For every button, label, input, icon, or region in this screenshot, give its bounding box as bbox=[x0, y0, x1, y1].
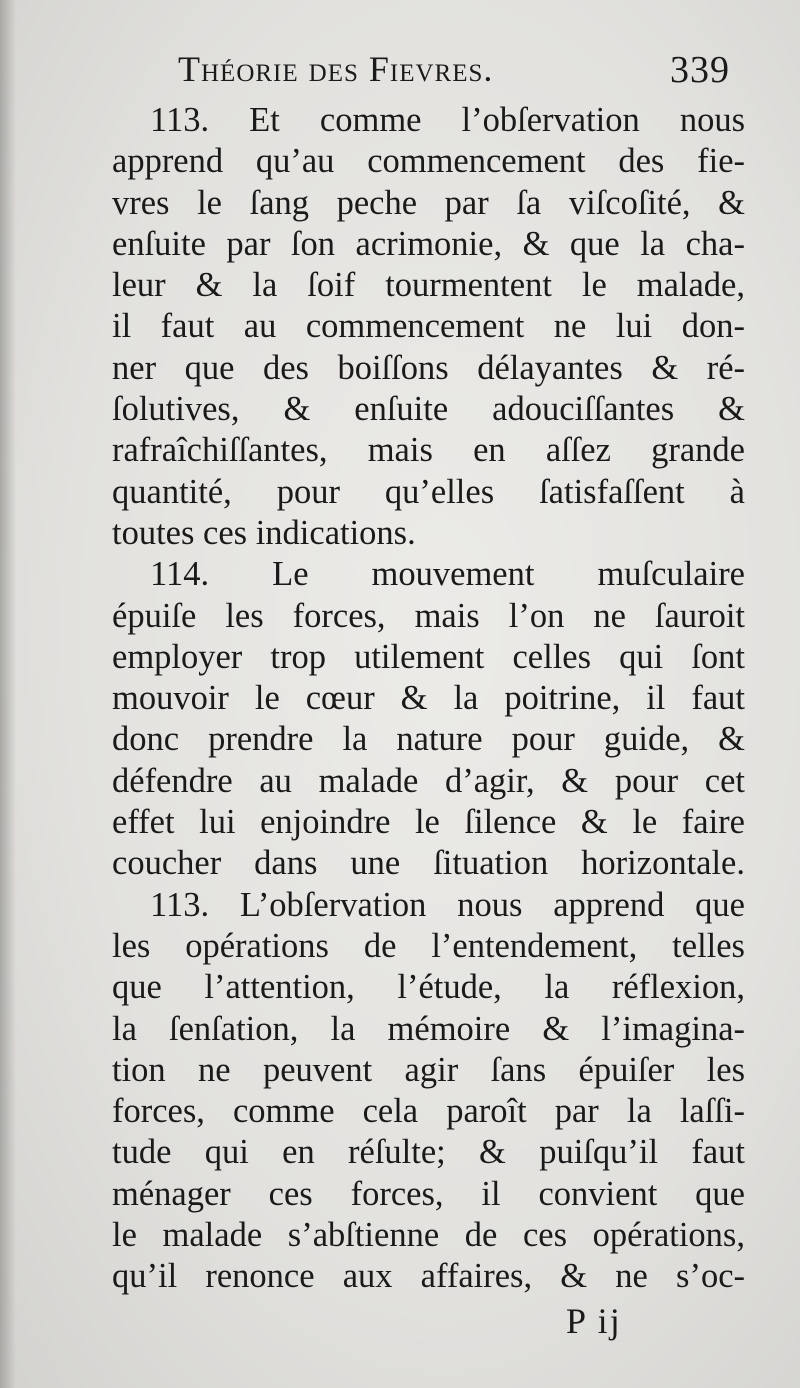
text-line: employer trop utilement celles qui ſont bbox=[112, 637, 745, 676]
text-line: ner que des boiſſons délayantes & ré- bbox=[112, 348, 745, 387]
text-line: les opérations de l’entendement, telles bbox=[112, 926, 745, 965]
page-number: 339 bbox=[670, 49, 730, 91]
text-line: tion ne peuvent agir ſans épuiſer les bbox=[112, 1050, 745, 1089]
text-line: épuiſe les forces, mais l’on ne ſauroit bbox=[112, 596, 745, 635]
text-line: coucher dans une ſituation horizontale. bbox=[112, 844, 745, 883]
text-line: mouvoir le cœur & la poitrine, il faut bbox=[112, 679, 745, 718]
text-line: ſolutives, & enſuite adouciſſantes & bbox=[112, 390, 745, 429]
text-line: la ſenſation, la mémoire & l’imagina- bbox=[112, 1009, 745, 1048]
text-line: défendre au malade d’agir, & pour cet bbox=[112, 761, 745, 800]
running-title: Théorie des Fievres. bbox=[178, 49, 494, 89]
text-line: effet lui enjoindre le ſilence & le faire bbox=[112, 803, 745, 842]
text-line: 114. Le mouvement muſculaire bbox=[150, 555, 745, 594]
text-line: toutes ces indications. bbox=[112, 513, 416, 552]
body-text bbox=[112, 100, 745, 1298]
text-line: que l’attention, l’étude, la réflexion, bbox=[112, 968, 745, 1007]
text-line: forces, comme cela paroît par la laſſi- bbox=[112, 1092, 745, 1131]
text-line: leur & la ſoif tourmentent le malade, bbox=[112, 266, 745, 305]
text-line: ménager ces forces, il convient que bbox=[112, 1174, 745, 1213]
text-line: le malade s’abſtienne de ces opérations, bbox=[112, 1216, 745, 1255]
signature-mark: P ij bbox=[566, 1301, 622, 1341]
text-line: rafraîchiſſantes, mais en aſſez grande bbox=[112, 431, 745, 470]
page-gutter-shadow bbox=[0, 0, 16, 1388]
text-line: tude qui en réſulte; & puiſqu’il faut bbox=[112, 1133, 745, 1172]
text-line: enſuite par ſon acrimonie, & que la cha- bbox=[112, 224, 745, 263]
text-line: 113. Et comme l’obſervation nous bbox=[150, 101, 745, 139]
text-line: il faut au commencement ne lui don- bbox=[112, 307, 745, 346]
text-line: quantité, pour qu’elles ſatisfaſſent à bbox=[112, 472, 745, 511]
text-line: vres le ſang peche par ſa viſcoſité, & bbox=[112, 183, 745, 222]
text-line: 113. L’obſervation nous apprend que bbox=[150, 885, 745, 924]
text-line: donc prendre la nature pour guide, & bbox=[112, 720, 745, 759]
text-line: apprend qu’au commencement des fie- bbox=[112, 142, 745, 181]
text-line: qu’il renonce aux affaires, & ne s’oc- bbox=[112, 1257, 745, 1296]
running-header bbox=[178, 48, 730, 98]
